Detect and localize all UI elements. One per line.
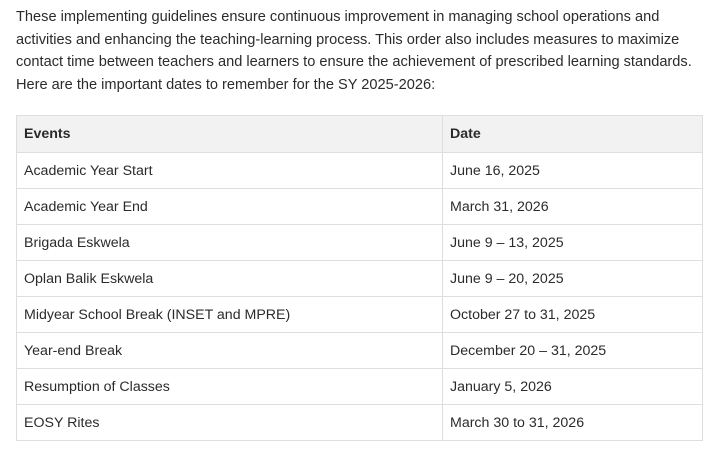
intro-paragraph: These implementing guidelines ensure continuous improvement in managing school operations and activities and enhancing the teaching-learning process. This order also includes measures to maximize contact time between teachers and learners to ensure the achievement of prescribed learning standards. Here are the important dates to remember for the SY 2025-2026: [16,9,692,93]
table-header-row [17,116,703,153]
date-cell: June 9 – 13, 2025 [443,225,703,261]
date-cell: June 9 – 20, 2025 [443,261,703,297]
event-cell: Academic Year End [17,189,443,225]
event-cell: Academic Year Start [17,153,443,189]
table-row [17,405,703,441]
date-cell: October 27 to 31, 2025 [443,297,703,333]
date-cell: June 16, 2025 [443,153,703,189]
date-cell: March 30 to 31, 2026 [443,405,703,441]
table-row [17,369,703,405]
event-cell: Resumption of Classes [17,369,443,405]
date-column-header: Date [443,116,703,153]
event-cell: Brigada Eskwela [17,225,443,261]
date-cell: January 5, 2026 [443,369,703,405]
event-cell: EOSY Rites [17,405,443,441]
event-cell: Year-end Break [17,333,443,369]
date-cell: March 31, 2026 [443,189,703,225]
table-row [17,153,703,189]
event-cell: Oplan Balik Eskwela [17,261,443,297]
table-row [17,189,703,225]
school-calendar-table [16,115,703,441]
event-cell: Midyear School Break (INSET and MPRE) [17,297,443,333]
table-row [17,297,703,333]
table-row [17,333,703,369]
table-row [17,225,703,261]
date-cell: December 20 – 31, 2025 [443,333,703,369]
events-column-header: Events [17,116,443,153]
table-row [17,261,703,297]
